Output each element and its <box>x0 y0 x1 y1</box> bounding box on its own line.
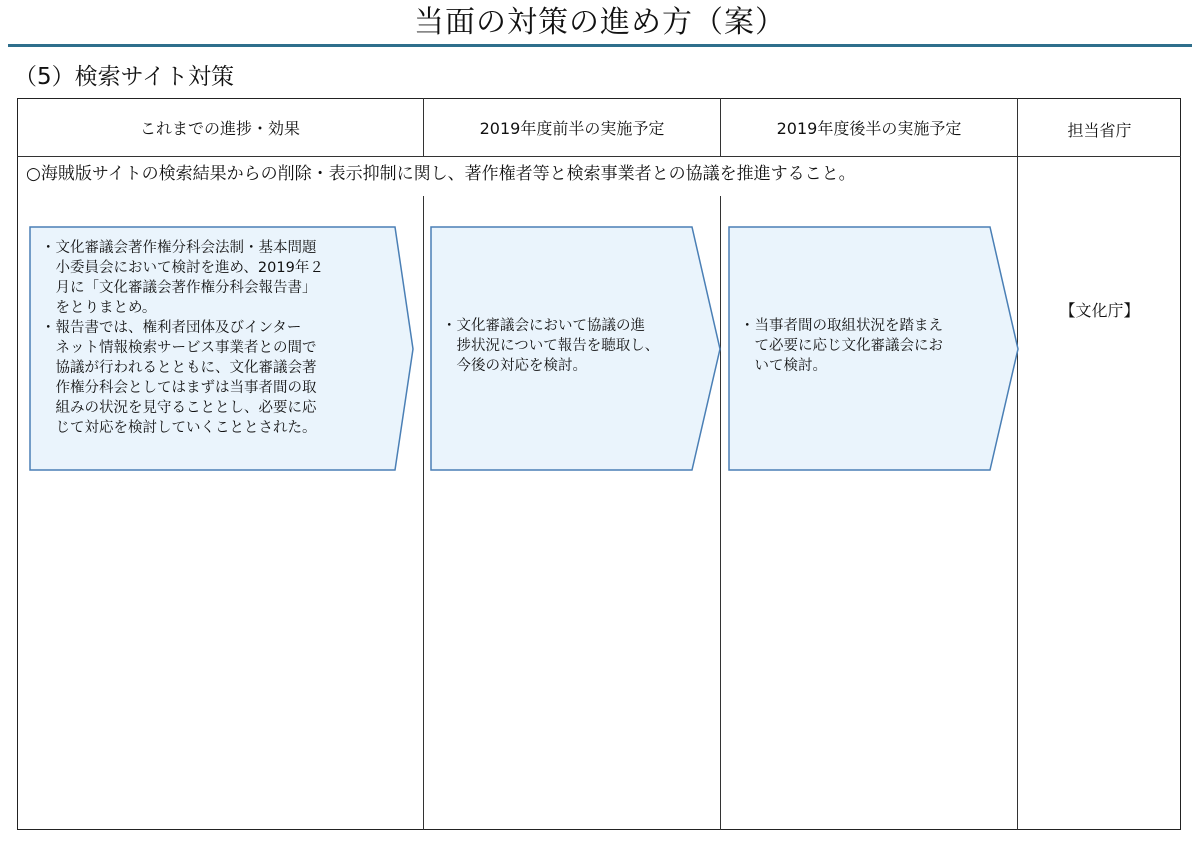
progress-arrow-box <box>29 226 415 472</box>
page-title: 当面の対策の進め方（案） <box>414 5 786 40</box>
first-half-text: ・文化審議会において協議の進 捗状況について報告を聴取し、 今後の対応を検討。 <box>442 318 660 374</box>
second-half-arrow-box <box>728 226 1020 472</box>
responsible-agency: 【文化庁】 <box>1059 301 1140 320</box>
first-half-arrow-box <box>430 226 722 472</box>
header-agency: 担当省庁 <box>1067 121 1132 140</box>
progress-text: ・文化審議会著作権分科会法制・基本問題 小委員会において検討を進め、2019年２ 月に「文化審議会著作権分科会報告書」 をとりまとめ。 ・報告書では、権利者団体及びインター ネット情報検索サービス事業者との間で 協議が行われるとともに、文化審議会著 作権分科会としてはまずは当事者間の取 組みの状況を見守ることとし、必要に応 じて対応を検討していくこととされた。 <box>41 240 324 436</box>
title-divider <box>8 44 1192 47</box>
header-second-half: 2019年度後半の実施予定 <box>776 118 962 138</box>
header-progress: これまでの進捗・効果 <box>139 118 300 138</box>
goal-statement: ○海賊版サイトの検索結果からの削除・表示抑制に関し、著作権者等と検索事業者との協議を推進すること。 <box>26 164 856 184</box>
column-divider-1-body <box>423 196 424 830</box>
header-divider <box>17 156 1181 157</box>
section-heading: （5）検索サイト対策 <box>14 64 235 90</box>
second-half-text: ・当事者間の取組状況を踏まえ て必要に応じ文化審議会にお いて検討。 <box>740 318 943 374</box>
header-first-half: 2019年度前半の実施予定 <box>479 118 665 138</box>
